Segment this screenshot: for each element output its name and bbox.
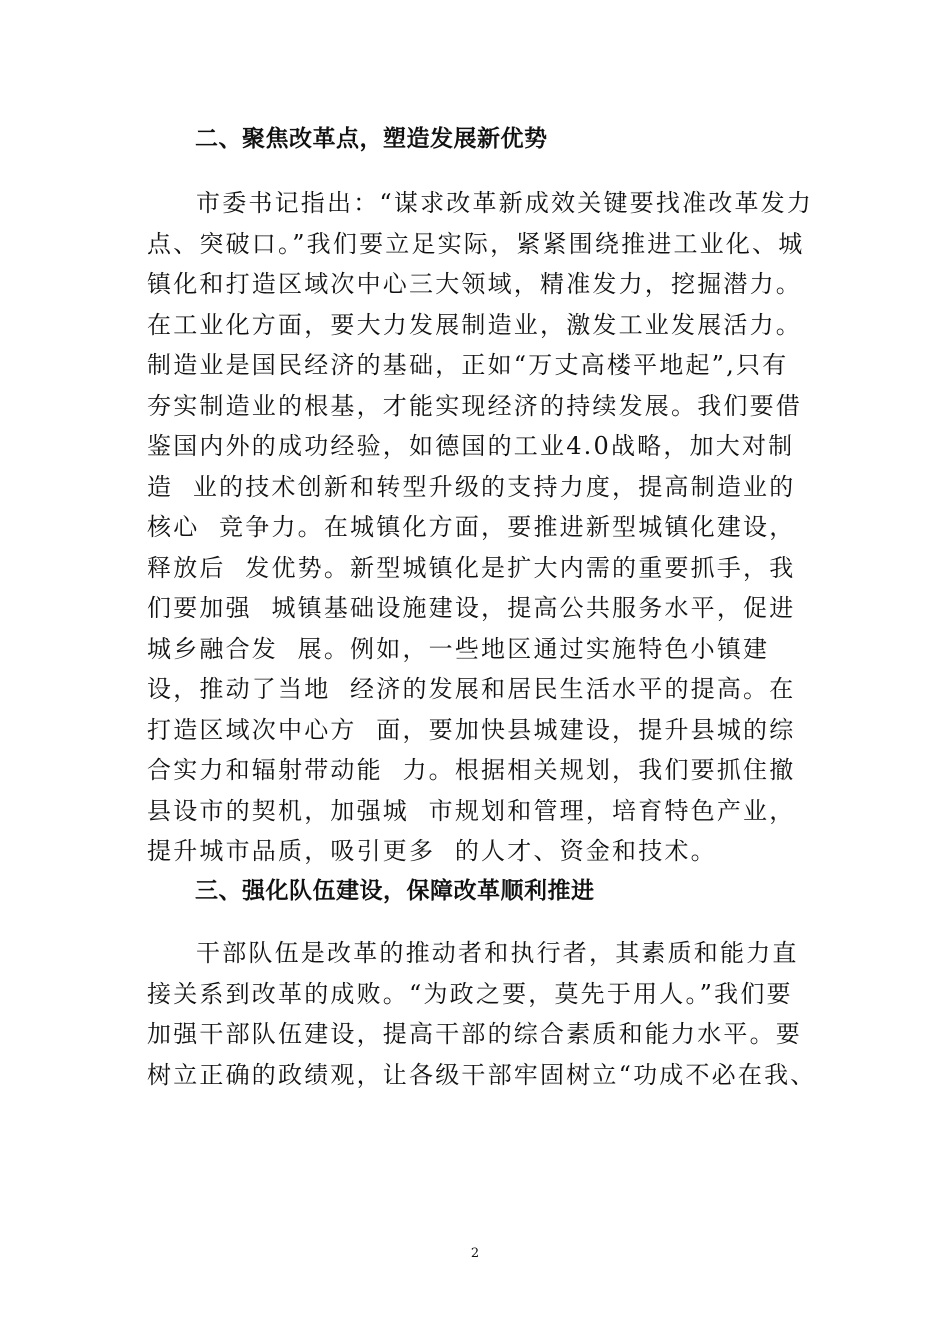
paragraph-line: 夯实制造业的根基，才能实现经济的持续发展。我们要借: [147, 391, 802, 420]
section-2-paragraph: [147, 183, 814, 872]
section-heading-2: 二、聚焦改革点，塑造发展新优势: [195, 126, 548, 152]
paragraph-line: 们要加强 城镇基础设施建设，提高公共服务水平，促进: [147, 594, 796, 622]
paragraph-line: 核心 竞争力。在城镇化方面，要推进新型城镇化建设，: [147, 513, 796, 541]
paragraph-line: 城乡融合发 展。例如，一些地区通过实施特色小镇建: [147, 634, 770, 663]
paragraph-line: 县设市的契机，加强城 市规划和管理，培育特色产业，: [147, 796, 796, 825]
paragraph-line: 市委书记指出：“谋求改革新成效关键要找准改革发力: [196, 189, 814, 217]
page-number: 2: [470, 1246, 480, 1261]
paragraph-line: 设，推动了当地 经济的发展和居民生活水平的提高。在: [147, 675, 796, 703]
paragraph-line: 接关系到改革的成败。“为政之要，莫先于用人。”我们要: [147, 979, 793, 1008]
paragraph-line: 释放后 发优势。新型城镇化是扩大内需的重要抓手，我: [147, 553, 796, 582]
paragraph-line: 镇化和打造区域次中心三大领域，精准发力，挖掘潜力。: [147, 270, 802, 298]
paragraph-line: 点、突破口。”我们要立足实际，紧紧围绕推进工业化、城: [147, 229, 805, 258]
section-3-paragraph: [147, 933, 817, 1095]
paragraph-line: 打造区域次中心方 面，要加快县城建设，提升县城的综: [147, 715, 796, 744]
paragraph-line: 干部队伍是改革的推动者和执行者，其素质和能力直: [196, 939, 799, 967]
paragraph-line: 制造业是国民经济的基础，正如“万丈高楼平地起”,只有: [147, 351, 789, 379]
paragraph-line: 合实力和辐射带动能 力。根据相关规划，我们要抓住撤: [147, 756, 796, 784]
paragraph-line: 造 业的技术创新和转型升级的支持力度，提高制造业的: [147, 472, 796, 501]
paragraph-line: 在工业化方面，要大力发展制造业，激发工业发展活力。: [147, 310, 802, 339]
paragraph-line: 提升城市品质，吸引更多 的人才、资金和技术。: [147, 837, 717, 865]
section-heading-3: 三、强化队伍建设，保障改革顺利推进: [195, 878, 595, 904]
paragraph-line: 树立正确的政绩观，让各级干部牢固树立“功成不必在我、: [147, 1060, 817, 1089]
paragraph-line: 鉴国内外的成功经验，如德国的工业4.0战略，加大对制: [147, 432, 795, 460]
paragraph-line: 加强干部队伍建设，提高干部的综合素质和能力水平。要: [147, 1020, 802, 1048]
